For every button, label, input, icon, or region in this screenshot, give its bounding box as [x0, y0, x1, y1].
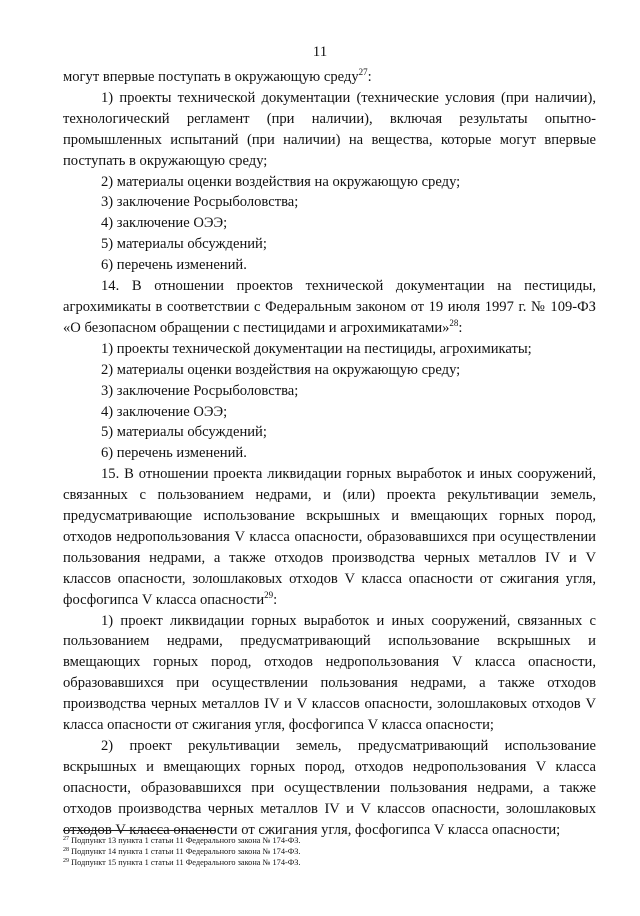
list-item: 4) заключение ОЭЭ; — [101, 403, 228, 420]
list-item: 6) перечень изменений. — [101, 445, 247, 462]
document-body — [63, 67, 596, 841]
list-item: 3) заключение Росрыболовства; — [101, 194, 299, 211]
footnotes — [63, 835, 463, 868]
list-item: 2) проект рекультивации земель, предусматривающий использование вскрышных и вмещающих горных пород, отходов недропользования V класса опасности, образовавшихся при осуществлении пользования недрами, а также отходов производства черных металлов IV и V классов опасности, золошлаковых отходов V класса опасности от сжигания угля, фосфогипса V класса опасности; — [63, 738, 596, 838]
footnote-ref: 29 — [264, 589, 274, 600]
footnote: $^{29}$ Подпункт 15 пункта 1 статьи 11 Федерального закона № 174-ФЗ. — [63, 858, 301, 867]
footnote: $^{27}$ Подпункт 13 пункта 1 статьи 11 Федерального закона № 174-ФЗ. — [63, 836, 301, 845]
paragraph-15: 15. В отношении проекта ликвидации горных выработок и иных сооружений, связанных с пользованием недрами, и (или) проекта рекультивации земель, предусматривающие использование вскрышных и вмещающих горных пород, отходов недропользования V класса опасности, образовавшихся при осуществлении пользования недрами, а также отходов производства черных металлов IV и V классов опасности, золошлаковых отходов V класса опасности от сжигания угля, фосфогипса V класса опасности$^{29}$: — [63, 466, 596, 608]
list-item: 1) проекты технической документации на пестициды, агрохимикаты; — [101, 340, 532, 357]
list-item: 2) материалы оценки воздействия на окружающую среду; — [101, 361, 461, 378]
page-number: 11 — [312, 44, 328, 60]
list-item: 1) проект ликвидации горных выработок и иных сооружений, связанных с пользованием недрами, предусматривающий использование вскрышных и вмещающих горных пород, отходов недропользования V класса опасности, образовавшихся при осуществлении пользования недрами, а также отходов производства черных металлов IV и V классов опасности, золошлаковых отходов V класса опасности от сжигания угля, фосфогипса V класса опасности; — [63, 612, 596, 734]
paragraph: могут впервые поступать в окружающую среду$^{27}$: — [63, 67, 372, 85]
list-item: 3) заключение Росрыболовства; — [101, 382, 299, 399]
footnote-ref: 27 — [358, 67, 368, 77]
list-item: 5) материалы обсуждений; — [101, 424, 267, 441]
list-item: 4) заключение ОЭЭ; — [101, 215, 228, 232]
footnote-divider — [63, 830, 215, 831]
list-item: 6) перечень изменений. — [101, 257, 247, 274]
footnote-ref: 28 — [449, 317, 459, 328]
list-item: 1) проекты технической документации (технические условия (при наличии), технологический регламент (при наличии), включая результаты опытно-промышленных испытаний (при наличии) на вещества, которые могут впервые поступать в окружающую среду; — [63, 89, 596, 169]
paragraph-14: 14. В отношении проектов технической документации на пестициды, агрохимикаты в соответствии с Федеральным законом от 19 июля 1997 г. № 109-ФЗ «О безопасном обращении с пестицидами и агрохимикатами»$^{28}$: — [63, 278, 596, 336]
list-item: 5) материалы обсуждений; — [101, 236, 267, 253]
footnote: $^{28}$ Подпункт 14 пункта 1 статьи 11 Федерального закона № 174-ФЗ. — [63, 847, 301, 856]
list-item: 2) материалы оценки воздействия на окружающую среду; — [101, 173, 461, 190]
